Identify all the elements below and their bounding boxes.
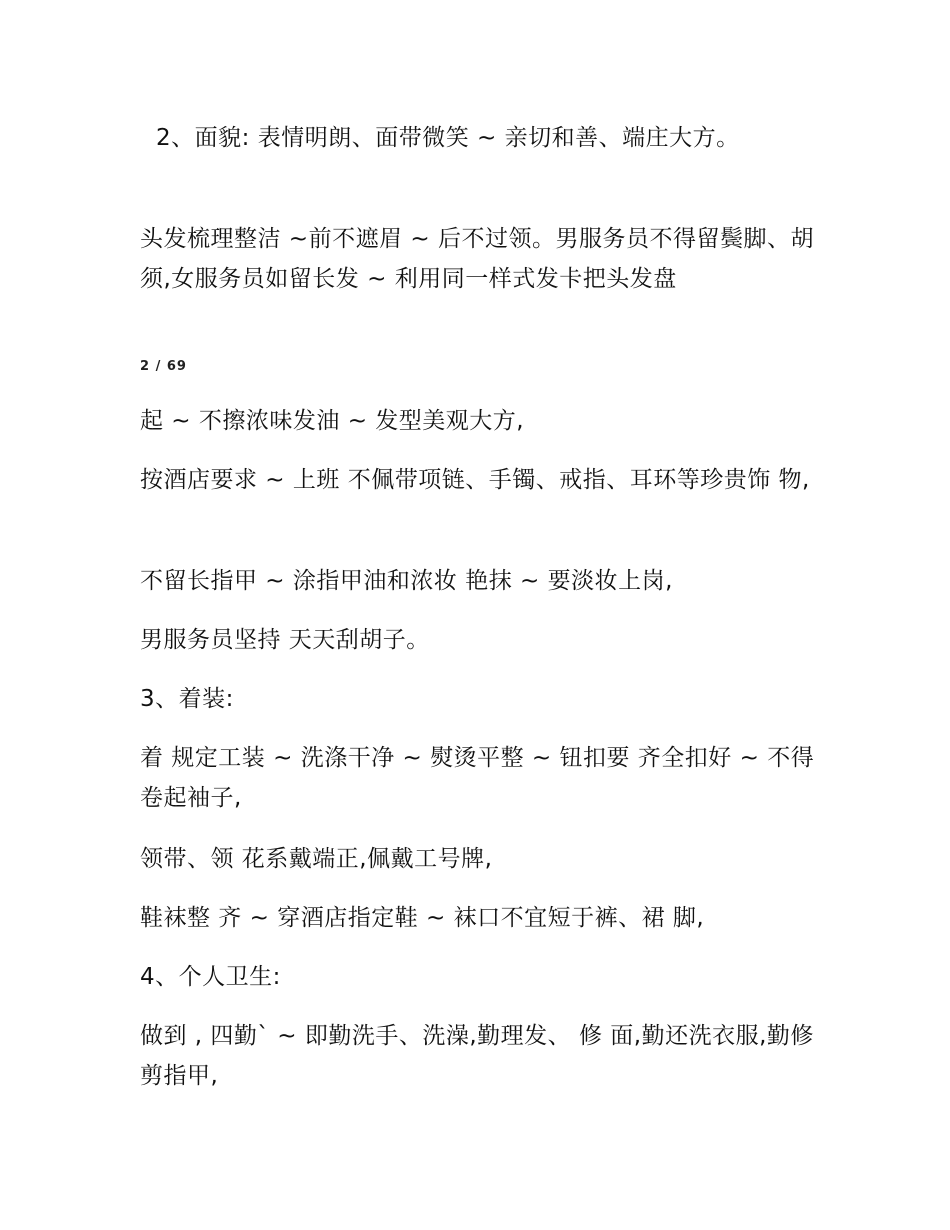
paragraph-dress-heading: 3、着装: — [140, 686, 234, 712]
paragraph-hair-grooming: 头发梳理整洁 ~前不遮眉 ~ 后不过领。男服务员不得留鬓脚、胡须,女服务员如留长发 ~ 利用同一样式发卡把头发盘 — [140, 226, 814, 292]
paragraph-uniform: 着 规定工装 ~ 洗涤干净 ~ 熨烫平整 ~ 钮扣要 齐全扣好 ~ 不得卷起袖子, — [140, 745, 815, 811]
paragraph-appearance-heading: 2、面貌: 表情明朗、面带微笑 ~ 亲切和善、端庄大方。 — [156, 125, 740, 151]
paragraph-hygiene-heading: 4、个人卫生: — [140, 964, 281, 990]
paragraph-nails-makeup: 不留长指甲 ~ 涂指甲油和浓妆 艳抹 ~ 要淡妆上岗, — [140, 568, 673, 594]
paragraph-shaving: 男服务员坚持 天天刮胡子。 — [140, 627, 430, 653]
paragraph-hair-oil: 起 ~ 不擦浓味发油 ~ 发型美观大方, — [140, 408, 525, 434]
paragraph-four-diligences: 做到 , 四勤` ~ 即勤洗手、洗澡,勤理发、 修 面,勤还洗衣服,勤修剪指甲, — [140, 1023, 814, 1089]
paragraph-jewelry: 按酒店要求 ~ 上班 不佩带项链、手镯、戒指、耳环等珍贵饰 物, — [140, 467, 810, 493]
paragraph-tie-badge: 领带、领 花系戴端正,佩戴工号牌, — [140, 846, 493, 872]
page-number: 2 / 69 — [140, 359, 187, 374]
paragraph-shoes-socks: 鞋袜整 齐 ~ 穿酒店指定鞋 ~ 袜口不宜短于裤、裙 脚, — [140, 905, 705, 931]
